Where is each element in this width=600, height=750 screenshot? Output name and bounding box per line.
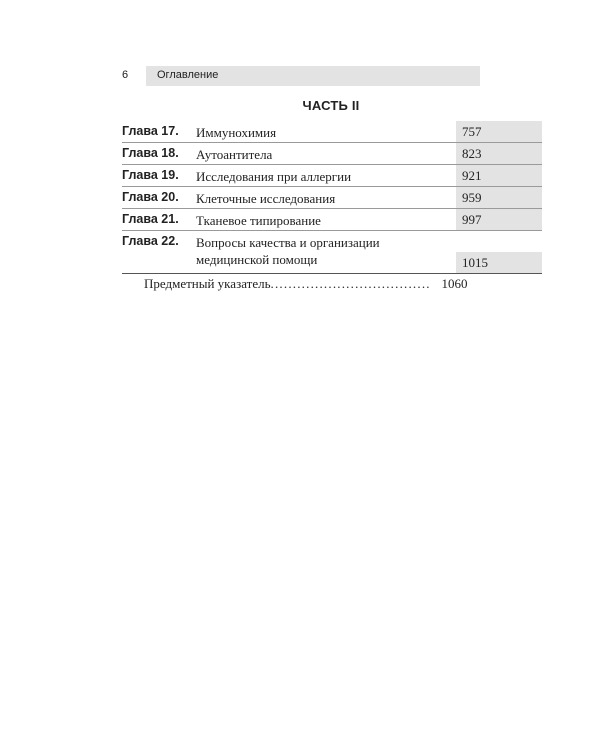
chapter-label: Глава 17. [122,124,179,138]
toc-row[interactable] [122,143,542,165]
toc-row[interactable] [122,209,542,231]
dot-leader: .................................... [270,276,431,291]
header-band [146,66,480,86]
chapter-label: Глава 21. [122,212,179,226]
chapter-label: Глава 22. [122,234,179,248]
chapter-title: Клеточные исследования [196,191,336,206]
table-of-contents [122,121,542,274]
page-cell [456,121,542,142]
running-header [118,66,480,86]
page-number: 6 [122,69,129,81]
chapter-label: Глава 19. [122,168,179,182]
chapter-title: Иммунохимия [196,125,277,140]
chapter-page-number: 1015 [462,255,488,270]
chapter-page-number: 997 [462,212,482,227]
page-cell [456,209,542,230]
chapter-label: Глава 20. [122,190,179,204]
toc-row[interactable] [122,231,542,274]
page-cell [456,252,542,273]
chapter-page-number: 959 [462,190,482,205]
part-title-text: ЧАСТЬ II [302,98,360,113]
chapter-title: Тканевое типирование [196,213,321,228]
chapter-page-number: 823 [462,146,482,161]
chapter-label: Глава 18. [122,146,179,160]
page-cell [456,187,542,208]
chapter-page-number: 921 [462,168,482,183]
page-cell [456,165,542,186]
page-cell [456,143,542,164]
header-title: Оглавление [157,69,219,81]
toc-row[interactable] [122,121,542,143]
index-entry[interactable] [144,276,484,292]
toc-row[interactable] [122,187,542,209]
part-title [0,98,600,113]
chapter-title: Исследования при аллергии [196,169,352,184]
index-entry-title: Предметный указатель [144,276,271,291]
chapter-page-number: 757 [462,124,482,139]
chapter-title: Аутоантитела [196,147,273,162]
chapter-title: Вопросы качества и организации медицинской помощи [196,235,380,267]
index-entry-page: 1060 [441,276,468,291]
toc-row[interactable] [122,165,542,187]
